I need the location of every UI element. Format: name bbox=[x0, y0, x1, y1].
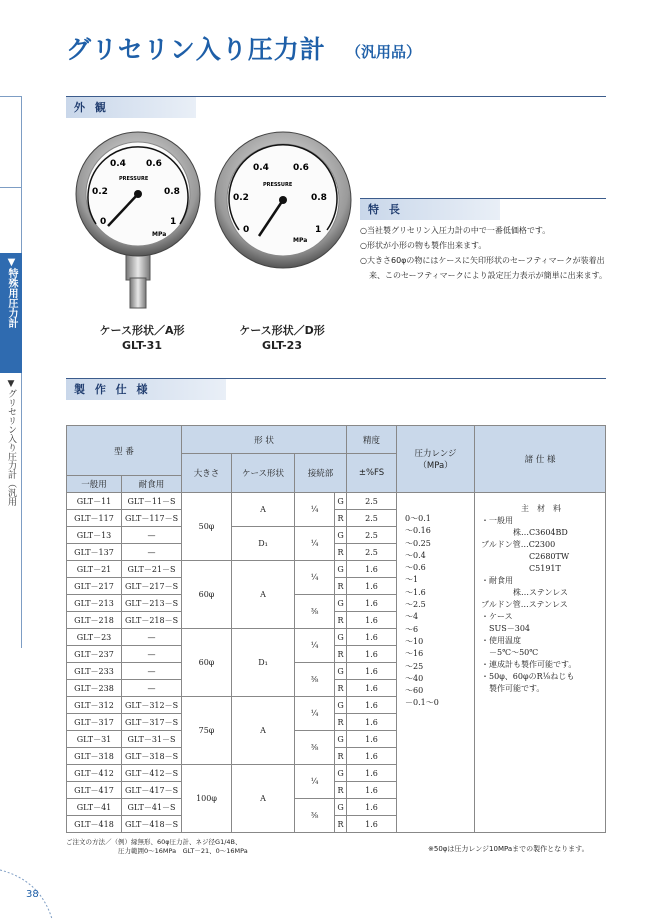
table-row: GLT－21 GLT－21－S 60φ A ¼ G 1.6 bbox=[67, 561, 606, 578]
page-title: グリセリン入り圧力計 bbox=[66, 35, 326, 64]
table-row: GLT－41 GLT－41－S ⅜ G 1.6 bbox=[67, 799, 606, 816]
table-row: GLT－237 — R 1.6 bbox=[67, 646, 606, 663]
sidebar-divider bbox=[0, 187, 22, 188]
table-row: GLT－418 GLT－418－S R 1.6 bbox=[67, 816, 606, 833]
table-row: GLT－11 GLT－11－S 50φ A ¼ G 2.5 0～0.1 ～0.16 ～0.25 ～0.4 ～0.6 ～1 ～1.6 ～2.5 ～4 ～6 ～10 ～16 ～25 ～40 ～60 －0.1～0 主 材 料 ・一般用 株…C3604BD ブルドン管…C2300 C2680TW C5191T ・耐食用 株…ステンレス ブルドン管…ステンレス ・ケース SUS－304 ・使用温度 －5℃～50℃ ・連成計も製作可能です。 ・50φ、60φのR⅛ねじも 製作可能です。 bbox=[67, 493, 606, 510]
gauge-d-image bbox=[211, 130, 355, 270]
page-subtitle: （汎用品） bbox=[346, 43, 422, 61]
header-shape: 形 状 bbox=[182, 426, 347, 454]
range-list: 0～0.1 ～0.16 ～0.25 ～0.4 ～0.6 ～1 ～1.6 ～2.5 ～4 ～6 ～10 ～16 ～25 ～40 ～60 －0.1～0 bbox=[397, 493, 475, 833]
table-row: GLT－218 GLT－218－S R 1.6 bbox=[67, 612, 606, 629]
table-row: GLT－238 — R 1.6 bbox=[67, 680, 606, 697]
gauge-a-tick-4: 0.8 bbox=[164, 187, 180, 197]
header-general: 一般用 bbox=[67, 476, 122, 493]
table-row: GLT－217 GLT－217－S R 1.6 bbox=[67, 578, 606, 595]
section-specs bbox=[66, 378, 606, 400]
gauge-a-tick-1: 0.2 bbox=[92, 187, 108, 197]
features-list bbox=[360, 223, 615, 283]
order-instructions: ご注文の方法／（例）縁無形、60φ圧力計、ネジ径G1/4B、 圧力範囲0～16MPa GLT－21、0～16MPa bbox=[66, 838, 248, 855]
section-appearance bbox=[66, 96, 606, 118]
gauge-d-tick-4: 0.8 bbox=[311, 193, 327, 203]
gauge-d-tick-5: 1 bbox=[315, 225, 322, 235]
table-row: GLT－412 GLT－412－S 100φ A ¼ G 1.6 bbox=[67, 765, 606, 782]
page-number: 38 bbox=[26, 889, 39, 900]
header-fs: ±%FS bbox=[347, 454, 397, 493]
sidebar-item-special-gauges[interactable]: ▼特殊用圧力計 bbox=[0, 253, 22, 373]
table-row: GLT－213 GLT－213－S ⅜ G 1.6 bbox=[67, 595, 606, 612]
table-row: GLT－117 GLT－117－S R 2.5 bbox=[67, 510, 606, 527]
footnote: ※50φは圧力レンジ10MPaまでの製作となります。 bbox=[428, 845, 589, 853]
gauge-d-tick-1: 0.2 bbox=[233, 193, 249, 203]
section-title: 特 長 bbox=[368, 203, 403, 216]
gauge-a-tick-0: 0 bbox=[100, 217, 107, 227]
feature-item: ○大きさ60φの物にはケースに矢印形状のセーフティマークが装着出来、このセーフティマークにより設定圧力表示が簡単に出来ます。 bbox=[360, 256, 607, 280]
gauge-a-label: PRESSURE bbox=[119, 176, 149, 182]
feature-item: ○形状が小形の物も製作出来ます。 bbox=[360, 241, 487, 250]
gauge-a-tick-2: 0.4 bbox=[110, 159, 126, 169]
table-row: GLT－312 GLT－312－S 75φ A ¼ G 1.6 bbox=[67, 697, 606, 714]
gauge-d-label: PRESSURE bbox=[263, 182, 293, 188]
gauge-a-caption: ケース形状／A形 GLT-31 bbox=[99, 324, 185, 352]
table-row: GLT－417 GLT－417－S R 1.6 bbox=[67, 782, 606, 799]
gauge-a-image bbox=[74, 128, 202, 313]
table-row: GLT－13 — D₁ ¼ G 2.5 bbox=[67, 527, 606, 544]
sidebar-divider bbox=[0, 96, 22, 97]
gauge-d-tick-0: 0 bbox=[243, 225, 250, 235]
header-spec: 諸 仕 様 bbox=[475, 426, 606, 493]
table-row: GLT－23 — 60φ D₁ ¼ G 1.6 bbox=[67, 629, 606, 646]
header-size: 大きさ bbox=[182, 454, 232, 493]
table-row: GLT－137 — R 2.5 bbox=[67, 544, 606, 561]
gauge-a-tick-3: 0.6 bbox=[146, 159, 162, 169]
header-case: ケース形状 bbox=[232, 454, 295, 493]
header-range: 圧力レンジ （MPa） bbox=[397, 426, 475, 493]
gauge-d-caption: ケース形状／D形 GLT-23 bbox=[239, 324, 325, 352]
sidebar-item-glycerin[interactable]: ▼グリセリン入り圧力計（汎用 bbox=[6, 379, 16, 506]
header-connection: 接続部 bbox=[295, 454, 347, 493]
table-row: GLT－318 GLT－318－S R 1.6 bbox=[67, 748, 606, 765]
section-title: 外 観 bbox=[74, 101, 109, 114]
gauge-d-tick-3: 0.6 bbox=[293, 163, 309, 173]
gauge-a-unit: MPa bbox=[152, 231, 167, 238]
spec-notes: 主 材 料 ・一般用 株…C3604BD ブルドン管…C2300 C2680TW C5191T ・耐食用 株…ステンレス ブルドン管…ステンレス ・ケース SUS－304 ・使用温度 －5℃～50℃ ・連成計も製作可能です。 ・50φ、60φのR⅛ねじも 製作可能です。 bbox=[475, 493, 606, 833]
header-accuracy: 精度 bbox=[347, 426, 397, 454]
gauge-a-tick-5: 1 bbox=[170, 217, 177, 227]
table-row: GLT－317 GLT－317－S R 1.6 bbox=[67, 714, 606, 731]
section-features bbox=[360, 198, 606, 220]
spec-table bbox=[66, 425, 606, 833]
header-model: 型 番 bbox=[67, 426, 182, 476]
header-corrosion: 耐食用 bbox=[122, 476, 182, 493]
table-row: GLT－31 GLT－31－S ⅜ G 1.6 bbox=[67, 731, 606, 748]
gauge-d-unit: MPa bbox=[293, 237, 308, 244]
table-row: GLT－233 — ⅜ G 1.6 bbox=[67, 663, 606, 680]
feature-item: ○当社製グリセリン入圧力計の中で一番低価格です。 bbox=[360, 226, 551, 235]
section-title: 製 作 仕 様 bbox=[74, 383, 151, 396]
gauge-d-tick-2: 0.4 bbox=[253, 163, 269, 173]
